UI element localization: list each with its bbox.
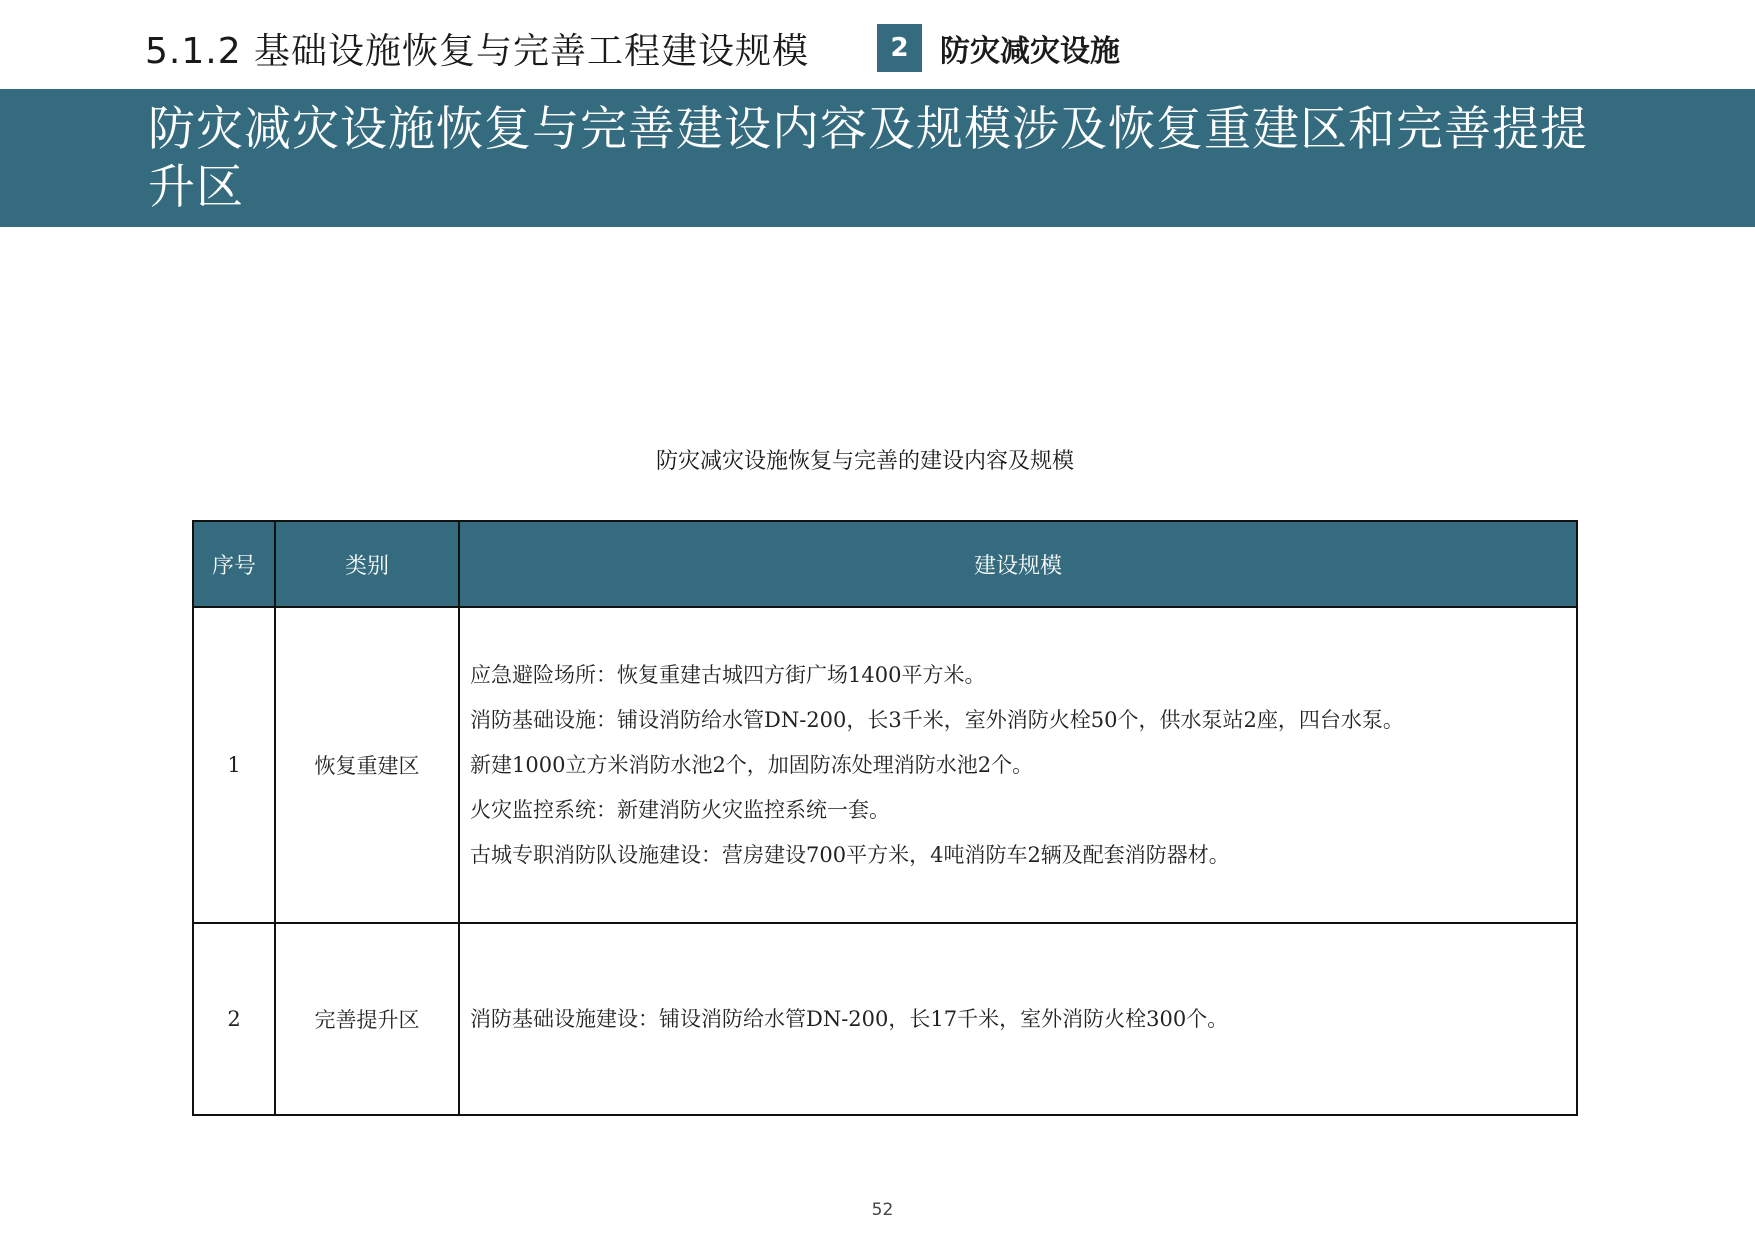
construction-scale-table bbox=[192, 520, 1578, 1116]
content-line: 消防基础设施：铺设消防给水管DN-200，长3千米，室外消防火栓50个，供水泵站2座，四台水泵。 bbox=[470, 708, 1404, 732]
section-heading bbox=[145, 20, 809, 76]
table-caption: 防灾减灾设施恢复与完善的建设内容及规模 bbox=[655, 449, 1074, 474]
banner-title: 防灾减灾设施恢复与完善建设内容及规模涉及恢复重建区和完善提提升区 bbox=[148, 102, 1588, 215]
table-header-row bbox=[193, 521, 1577, 607]
content-line: 新建1000立方米消防水池2个，加固防冻处理消防水池2个。 bbox=[470, 753, 1034, 777]
row-category: 恢复重建区 bbox=[275, 607, 459, 923]
content-line: 古城专职消防队设施建设：营房建设700平方米，4吨消防车2辆及配套消防器材。 bbox=[470, 843, 1230, 867]
title-banner bbox=[0, 89, 1755, 227]
section-number-badge: 2 bbox=[877, 24, 922, 72]
column-header-category: 类别 bbox=[275, 521, 459, 607]
column-header-scale: 建设规模 bbox=[459, 521, 1577, 607]
row-content bbox=[459, 607, 1577, 923]
column-header-no: 序号 bbox=[193, 521, 275, 607]
page-number: 52 bbox=[871, 1200, 894, 1220]
row-number: 2 bbox=[193, 923, 275, 1115]
section-title: 5.1.2 基础设施恢复与完善工程建设规模 bbox=[145, 30, 810, 72]
row-number: 1 bbox=[193, 607, 275, 923]
row-category: 完善提升区 bbox=[275, 923, 459, 1115]
table-row bbox=[193, 607, 1577, 923]
content-line: 消防基础设施建设：铺设消防给水管DN-200，长17千米，室外消防火栓300个。 bbox=[470, 1007, 1229, 1031]
content-line: 应急避险场所：恢复重建古城四方街广场1400平方米。 bbox=[470, 663, 986, 687]
row-content bbox=[459, 923, 1577, 1115]
content-line: 火灾监控系统：新建消防火灾监控系统一套。 bbox=[470, 798, 890, 822]
section-label: 防灾减灾设施 bbox=[940, 34, 1120, 69]
table-row bbox=[193, 923, 1577, 1115]
